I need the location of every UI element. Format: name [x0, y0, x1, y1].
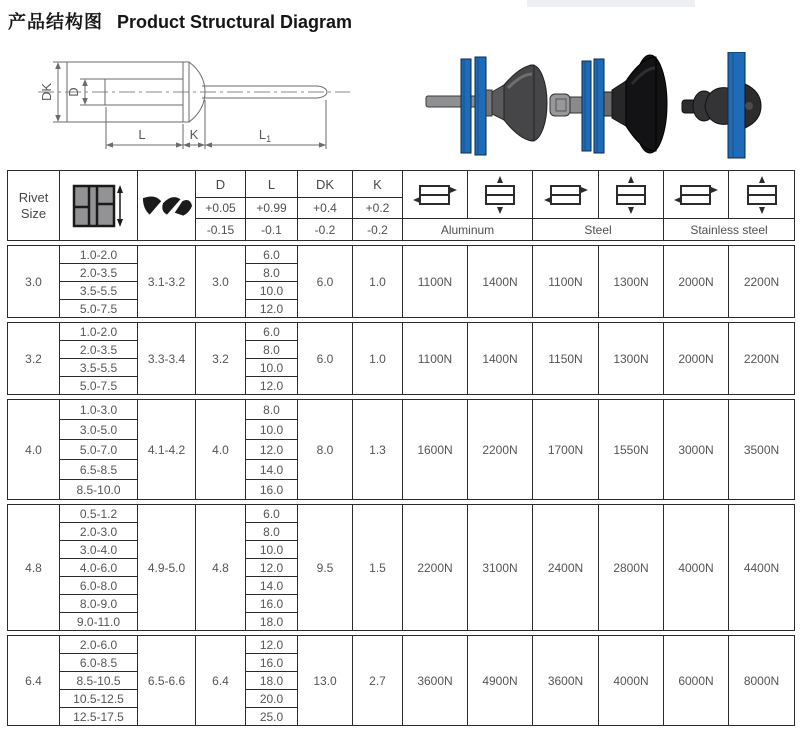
grip-range-icon — [72, 183, 126, 229]
cell-length: 10.0 — [246, 420, 298, 440]
cell-strength: 1400N — [468, 323, 533, 395]
col-header-stainless-shear — [664, 171, 729, 219]
tensile-strength-icon — [607, 173, 655, 217]
spec-group-4.0 — [7, 399, 795, 500]
cell-strength: 1600N — [403, 400, 468, 500]
cell-strength: 1700N — [533, 400, 599, 500]
dim-label-dk: DK — [39, 82, 54, 102]
spec-group-6.4 — [7, 635, 795, 726]
cell-length: 6.0 — [246, 505, 298, 523]
cell-length: 8.0 — [246, 341, 298, 359]
cell-strength: 1300N — [599, 323, 664, 395]
tensile-strength-icon — [476, 173, 524, 217]
col-header-dk: DK — [298, 171, 353, 198]
cell-grip-range: 6.5-8.5 — [60, 460, 138, 480]
page-title-zh: 产品结构图 — [8, 12, 103, 32]
cell-length: 16.0 — [246, 654, 298, 672]
cell-d-value: 6.4 — [196, 636, 246, 726]
cell-dk-value: 9.5 — [298, 505, 353, 631]
spec-group-3.0 — [7, 245, 795, 318]
cell-strength: 3100N — [468, 505, 533, 631]
cell-grip-range: 2.0-3.0 — [60, 523, 138, 541]
cell-drill-size: 4.1-4.2 — [138, 400, 196, 500]
material-header-aluminum: Aluminum — [403, 219, 533, 241]
cell-length: 12.0 — [246, 636, 298, 654]
cell-grip-range: 12.5-17.5 — [60, 708, 138, 726]
cell-grip-range: 2.0-3.5 — [60, 264, 138, 282]
tolerance-d-plus: +0.05 — [196, 198, 246, 219]
tolerance-dk-minus: -0.2 — [298, 219, 353, 241]
spec-row — [8, 400, 795, 420]
tolerance-d-minus: -0.15 — [196, 219, 246, 241]
cell-dk-value: 13.0 — [298, 636, 353, 726]
cell-grip-range: 1.0-2.0 — [60, 246, 138, 264]
cell-drill-size: 4.9-5.0 — [138, 505, 196, 631]
shear-strength-icon — [672, 174, 720, 216]
cell-grip-range: 2.0-3.5 — [60, 341, 138, 359]
tolerance-l-plus: +0.99 — [246, 198, 298, 219]
cell-length: 6.0 — [246, 246, 298, 264]
shear-strength-icon — [542, 174, 590, 216]
cell-grip-range: 8.5-10.0 — [60, 480, 138, 500]
cell-strength: 1300N — [599, 246, 664, 318]
cell-strength: 2200N — [403, 505, 468, 631]
col-header-rivet-size: Rivet Size — [8, 171, 60, 241]
cell-grip-range: 5.0-7.5 — [60, 300, 138, 318]
cell-length: 14.0 — [246, 577, 298, 595]
cell-strength: 3600N — [533, 636, 599, 726]
cell-length: 12.0 — [246, 440, 298, 460]
cell-d-value: 4.0 — [196, 400, 246, 500]
cell-grip-range: 3.5-5.5 — [60, 359, 138, 377]
cell-strength: 1150N — [533, 323, 599, 395]
cell-strength: 3500N — [729, 400, 795, 500]
cell-grip-range: 5.0-7.5 — [60, 377, 138, 395]
cell-grip-range: 4.0-6.0 — [60, 559, 138, 577]
cell-strength: 2200N — [729, 323, 795, 395]
cell-d-value: 3.2 — [196, 323, 246, 395]
rivet-dimension-drawing — [18, 48, 358, 166]
cell-dk-value: 8.0 — [298, 400, 353, 500]
cell-strength: 4000N — [664, 505, 729, 631]
cell-drill-size: 6.5-6.6 — [138, 636, 196, 726]
dim-label-l1: $L_1$ — [258, 127, 272, 144]
scan-artifact-band — [527, 0, 695, 7]
drill-bit-icon — [141, 193, 193, 219]
cell-strength: 2000N — [664, 323, 729, 395]
cell-dk-value: 6.0 — [298, 246, 353, 318]
dim-label-k: K — [189, 127, 199, 142]
cell-grip-range: 8.0-9.0 — [60, 595, 138, 613]
cell-grip-range: 8.5-10.5 — [60, 672, 138, 690]
cell-grip-range: 5.0-7.0 — [60, 440, 138, 460]
tolerance-l-minus: -0.1 — [246, 219, 298, 241]
spec-table-region — [7, 170, 795, 730]
cell-strength: 1100N — [403, 246, 468, 318]
cell-grip-range: 3.5-5.5 — [60, 282, 138, 300]
cell-strength: 4400N — [729, 505, 795, 631]
cell-strength: 2000N — [664, 246, 729, 318]
page-title-en: Product Structural Diagram — [117, 12, 353, 32]
spec-row — [8, 636, 795, 654]
col-header-steel-tensile — [599, 171, 664, 219]
cell-strength: 3000N — [664, 400, 729, 500]
col-header-aluminum-tensile — [468, 171, 533, 219]
cell-strength: 2200N — [468, 400, 533, 500]
spec-group-3.2 — [7, 322, 795, 395]
cell-rivet-size: 4.0 — [8, 400, 60, 500]
cell-k-value: 1.0 — [353, 246, 403, 318]
dim-label-d: D — [66, 87, 81, 97]
cell-d-value: 4.8 — [196, 505, 246, 631]
shear-strength-icon — [411, 174, 459, 216]
cell-strength: 6000N — [664, 636, 729, 726]
cell-grip-range: 6.0-8.5 — [60, 654, 138, 672]
col-header-steel-shear — [533, 171, 599, 219]
cell-rivet-size: 6.4 — [8, 636, 60, 726]
cell-strength: 3600N — [403, 636, 468, 726]
cell-length: 6.0 — [246, 323, 298, 341]
install-step-1-illustration — [424, 50, 549, 160]
cell-strength: 1100N — [533, 246, 599, 318]
install-step-2-illustration — [548, 50, 668, 160]
cell-length: 18.0 — [246, 672, 298, 690]
cell-length: 12.0 — [246, 559, 298, 577]
cell-strength: 4000N — [599, 636, 664, 726]
cell-k-value: 2.7 — [353, 636, 403, 726]
cell-length: 14.0 — [246, 460, 298, 480]
cell-rivet-size: 4.8 — [8, 505, 60, 631]
col-header-grip-range — [60, 171, 138, 241]
col-header-k: K — [353, 171, 403, 198]
tensile-strength-icon — [738, 173, 786, 217]
cell-length: 8.0 — [246, 523, 298, 541]
cell-strength: 1550N — [599, 400, 664, 500]
tolerance-dk-plus: +0.4 — [298, 198, 353, 219]
cell-length: 10.0 — [246, 541, 298, 559]
cell-rivet-size: 3.2 — [8, 323, 60, 395]
spec-table-header — [7, 170, 795, 241]
cell-grip-range: 0.5-1.2 — [60, 505, 138, 523]
cell-length: 25.0 — [246, 708, 298, 726]
tolerance-k-plus: +0.2 — [353, 198, 403, 219]
cell-strength: 8000N — [729, 636, 795, 726]
install-step-3-illustration — [676, 52, 776, 160]
col-header-stainless-tensile — [729, 171, 795, 219]
spec-row — [8, 246, 795, 264]
page-title — [8, 8, 352, 34]
cell-length: 10.0 — [246, 359, 298, 377]
cell-length: 12.0 — [246, 377, 298, 395]
cell-k-value: 1.3 — [353, 400, 403, 500]
cell-grip-range: 1.0-3.0 — [60, 400, 138, 420]
cell-length: 8.0 — [246, 264, 298, 282]
cell-grip-range: 2.0-6.0 — [60, 636, 138, 654]
cell-dk-value: 6.0 — [298, 323, 353, 395]
cell-k-value: 1.5 — [353, 505, 403, 631]
col-header-d: D — [196, 171, 246, 198]
cell-k-value: 1.0 — [353, 323, 403, 395]
cell-length: 20.0 — [246, 690, 298, 708]
cell-length: 18.0 — [246, 613, 298, 631]
cell-grip-range: 10.5-12.5 — [60, 690, 138, 708]
material-header-stainless-steel: Stainless steel — [664, 219, 795, 241]
cell-strength: 1400N — [468, 246, 533, 318]
cell-strength: 4900N — [468, 636, 533, 726]
cell-drill-size: 3.3-3.4 — [138, 323, 196, 395]
cell-drill-size: 3.1-3.2 — [138, 246, 196, 318]
cell-strength: 1100N — [403, 323, 468, 395]
cell-length: 16.0 — [246, 480, 298, 500]
cell-grip-range: 6.0-8.0 — [60, 577, 138, 595]
cell-grip-range: 3.0-5.0 — [60, 420, 138, 440]
col-header-drill-size — [138, 171, 196, 241]
cell-grip-range: 9.0-11.0 — [60, 613, 138, 631]
cell-grip-range: 1.0-2.0 — [60, 323, 138, 341]
material-header-steel: Steel — [533, 219, 664, 241]
col-header-l: L — [246, 171, 298, 198]
cell-d-value: 3.0 — [196, 246, 246, 318]
cell-length: 16.0 — [246, 595, 298, 613]
cell-length: 8.0 — [246, 400, 298, 420]
cell-grip-range: 3.0-4.0 — [60, 541, 138, 559]
dim-label-l: L — [138, 127, 146, 142]
spec-row — [8, 505, 795, 523]
tolerance-k-minus: -0.2 — [353, 219, 403, 241]
spec-group-4.8 — [7, 504, 795, 631]
cell-length: 10.0 — [246, 282, 298, 300]
cell-strength: 2800N — [599, 505, 664, 631]
cell-strength: 2200N — [729, 246, 795, 318]
col-header-aluminum-shear — [403, 171, 468, 219]
cell-rivet-size: 3.0 — [8, 246, 60, 318]
cell-strength: 2400N — [533, 505, 599, 631]
cell-length: 12.0 — [246, 300, 298, 318]
spec-table-body — [7, 245, 795, 726]
spec-row — [8, 323, 795, 341]
